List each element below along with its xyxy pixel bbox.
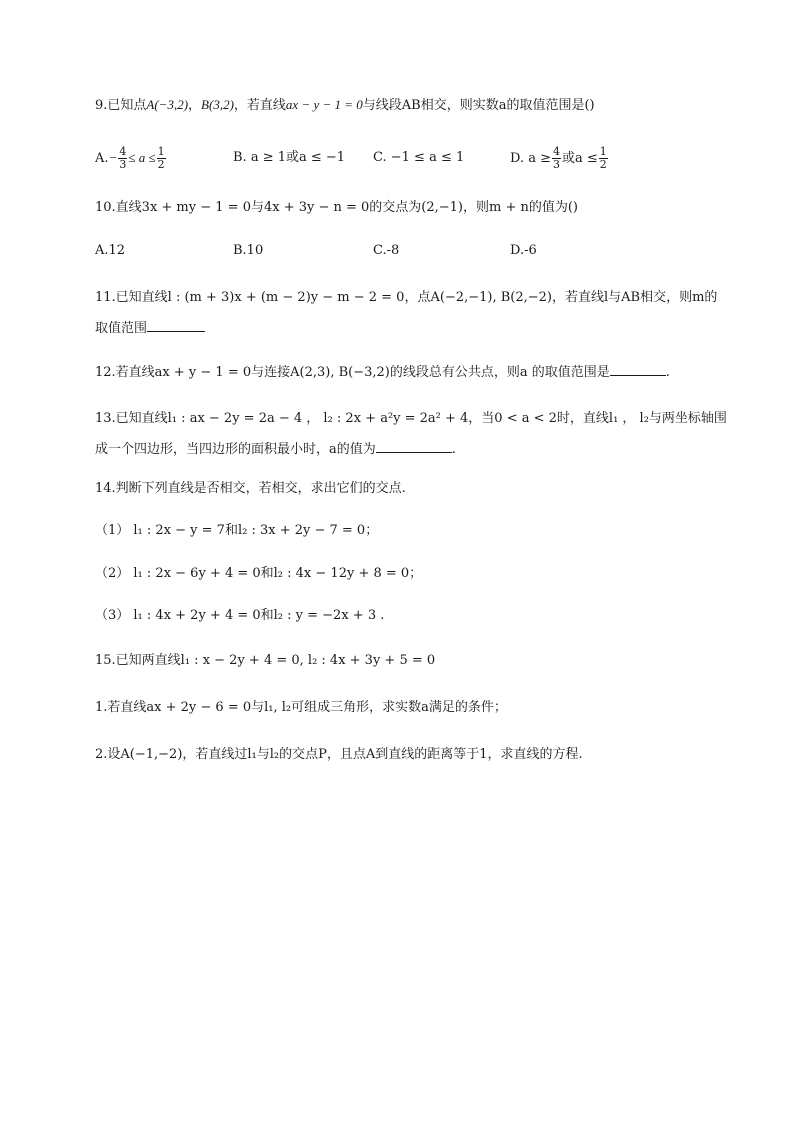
q9-option-a: [95, 146, 167, 171]
q9-option-d-frac2: [599, 146, 608, 171]
frac-den: 3: [553, 158, 560, 171]
q14-item-1: （1） l₁ : 2x − y = 7和l₂ : 3x + 2y − 7 = 0；: [95, 523, 379, 538]
q9-option-c: C. −1 ≤ a ≤ 1: [373, 150, 465, 165]
q10-option-b: B.10: [233, 243, 264, 258]
frac-den: 2: [157, 158, 165, 171]
q9-tail: 与线段AB相交，则实数a的取值范围是(): [362, 98, 595, 113]
frac-num: 1: [157, 145, 165, 158]
q9-option-b: B. a ≥ 1或a ≤ −1: [233, 150, 346, 165]
q15-part-1: 1.若直线ax + 2y − 6 = 0与l₁, l₂可组成三角形，求实数a满足的条件；: [95, 700, 507, 715]
question-12: [95, 364, 715, 382]
q14-item-2: （2） l₁ : 2x − 6y + 4 = 0和l₂ : 4x − 12y + 8 = 0；: [95, 566, 423, 581]
q14-item-3: （3） l₁ : 4x + 2y + 4 = 0和l₂ : y = −2x + 3 .: [95, 608, 385, 623]
frac-num: 4: [119, 145, 127, 158]
question-13-line2: [95, 441, 715, 459]
frac-num: 1: [599, 145, 607, 158]
q9-option-a-minus: −: [108, 150, 118, 165]
q9-option-a-frac1: [118, 146, 127, 171]
answer-blank: [610, 375, 666, 376]
q9-option-d-prefix: D. a ≥: [510, 151, 551, 166]
q13-end: .: [451, 442, 456, 457]
question-11-line2: [95, 320, 715, 338]
q9-mid: ，若直线: [233, 98, 286, 113]
question-11-line1: 11.已知直线l : (m + 3)x + (m − 2)y − m − 2 = 0，点A(−2,−1), B(2,−2)，若直线l与AB相交，则m的: [95, 290, 718, 305]
q9-prefix: 9.已知点: [95, 98, 147, 113]
q9-point-b: B(3,2): [201, 97, 234, 112]
q9-option-d-middle: 或a ≤: [562, 151, 598, 166]
question-14-title: 14.判断下列直线是否相交，若相交，求出它们的交点.: [95, 481, 406, 496]
q9-option-a-middle: ≤ a ≤: [128, 150, 156, 165]
q12-text: 12.若直线ax + y − 1 = 0与连接A(2,3), B(−3,2)的线段总有公共点，则a 的取值范围是: [95, 365, 610, 380]
q9-point-a: A(−3,2): [146, 97, 189, 112]
frac-num: 4: [553, 145, 560, 158]
q10-option-d: D.-6: [510, 243, 537, 258]
question-10: 10.直线3x + my − 1 = 0与4x + 3y − n = 0的交点为(2,−1)，则m + n的值为(): [95, 200, 579, 215]
frac-den: 2: [599, 158, 607, 171]
q9-separator: ，: [188, 98, 202, 113]
q15-part-2: 2.设A(−1,−2)，若直线过l₁与l₂的交点P，且点A到直线的距离等于1，求直线的方程.: [95, 747, 583, 762]
q9-option-d: [510, 146, 609, 171]
q10-option-a: A.12: [95, 243, 126, 258]
q9-line-equation: ax − y − 1 = 0: [285, 97, 363, 112]
q11-line2-text: 取值范围: [95, 321, 148, 336]
q10-option-c: C.-8: [373, 243, 400, 258]
answer-blank: [147, 331, 205, 332]
question-9: [95, 96, 715, 115]
q12-end: .: [665, 365, 670, 380]
q9-option-a-label: A.: [95, 151, 109, 166]
question-13-line1: 13.已知直线l₁ : ax − 2y = 2a − 4 ， l₂ : 2x + a²y = 2a² + 4，当0 < a < 2时，直线l₁ ， l₂与两坐标轴围: [95, 411, 727, 426]
frac-den: 3: [119, 158, 127, 171]
q13-line2-text: 成一个四边形，当四边形的面积最小时，a的值为: [95, 442, 376, 457]
q9-option-d-frac1: [552, 146, 561, 171]
answer-blank: [376, 452, 452, 453]
q9-option-a-frac2: [157, 146, 166, 171]
question-15-title: 15.已知两直线l₁ : x − 2y + 4 = 0, l₂ : 4x + 3y + 5 = 0: [95, 653, 436, 668]
